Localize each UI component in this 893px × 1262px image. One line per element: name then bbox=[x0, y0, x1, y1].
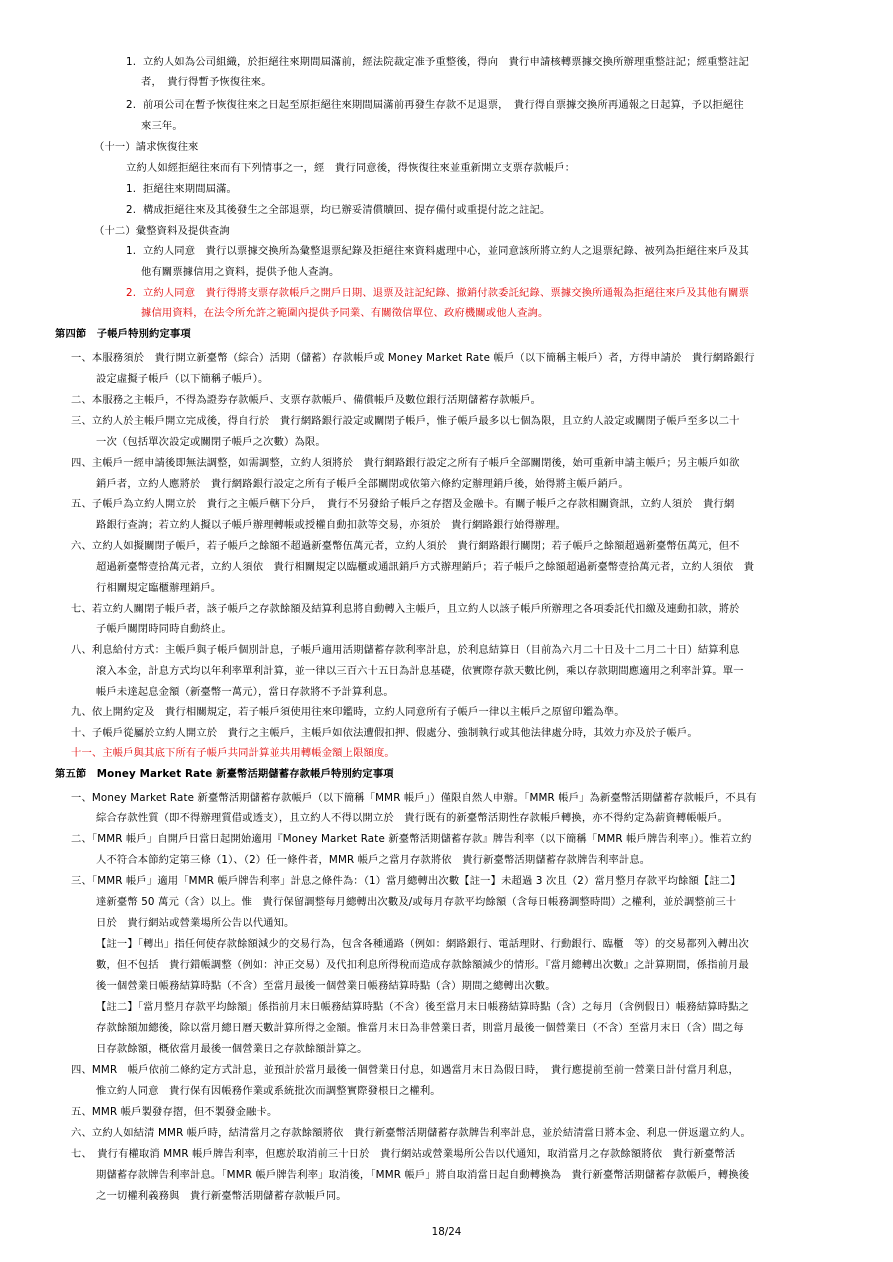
note-line: 【註一】「轉出」指任何使存款餘額減少的交易行為，包含各種通路（例如：網路銀行、電話理財、行動銀行、臨櫃 等）的交易都列入轉出次 bbox=[96, 938, 749, 950]
clause-line: 達新臺幣 50 萬元（含）以上。惟 貴行保留調整每月總轉出次數及/或每月存款平均餘額（含每日帳務調整時間）之權利，並於調整前三十 bbox=[96, 896, 737, 908]
clause-line: 帳戶未達起息金額（新臺幣一萬元），當日存款將不予計算利息。 bbox=[96, 686, 394, 698]
clause-line: 超過新臺幣壹拾萬元者，立約人須依 貴行相關規定以臨櫃或通訊銷戶方式辦理銷戶；若子帳戶之餘額超過新臺幣壹拾萬元者，立約人須依 貴 bbox=[96, 561, 755, 573]
clause-line: 三、「MMR 帳戶」適用「MMR 帳戶牌告利率」計息之條件為：（1）當月總轉出次數【註一】未超過 3 次且（2）當月整月存款平均餘額【註二】 bbox=[71, 875, 741, 887]
clause-line: 1. 立約人同意 貴行以票據交換所為彙整退票紀錄及拒絕往來資料處理中心，並同意該所將立約人之退票紀錄、被列為拒絕往來戶及其 bbox=[126, 245, 749, 257]
section-title: 第四節 子帳戶特別約定事項 bbox=[55, 328, 191, 340]
clause-line: 二、「MMR 帳戶」自開戶日當日起開始適用『Money Market Rate 新臺幣活期儲蓄存款』牌告利率（以下簡稱「MMR 帳戶牌告利率」）。惟若立約 bbox=[71, 833, 752, 845]
clause-line: 1. 拒絕往來期間屆滿。 bbox=[126, 183, 237, 195]
clause-line: 四、主帳戶一經申請後即無法調整，如需調整，立約人須將於 貴行網路銀行設定之所有子帳戶全部關閉後，始可重新申請主帳戶；另主帳戶如欲 bbox=[71, 457, 740, 469]
clause-line: 行相關規定臨櫃辦理銷戶。 bbox=[96, 582, 222, 594]
clause-line: 期儲蓄存款牌告利率計息。「MMR 帳戶牌告利率」取消後，「MMR 帳戶」將自取消當日起自動轉換為 貴行新臺幣活期儲蓄存款帳戶，轉換後 bbox=[96, 1169, 750, 1181]
clause-line: 惟立約人同意 貴行保有因帳務作業或系統批次而調整實際發根日之權利。 bbox=[96, 1085, 441, 1097]
page-number: 18/24 bbox=[431, 1226, 462, 1238]
clause-line: 一、Money Market Rate 新臺幣活期儲蓄存款帳戶（以下簡稱「MMR 帳戶」）僅限自然人申辦。「MMR 帳戶」為新臺幣活期儲蓄存款帳戶，不具有 bbox=[71, 792, 757, 804]
clause-line: 一、本服務須於 貴行開立新臺幣（綜合）活期（儲蓄）存款帳戶或 Money Market Rate 帳戶（以下簡稱主帳戶）者，方得申請於 貴行網路銀行 bbox=[71, 352, 755, 364]
clause-line: 路銀行查詢；若立約人擬以子帳戶辦理轉帳或授權自動扣款等交易，亦須於 貴行網路銀行始得辦理。 bbox=[96, 519, 567, 531]
clause-line: 六、立約人如擬關閉子帳戶，若子帳戶之餘額不超過新臺幣伍萬元者，立約人須於 貴行網路銀行關閉；若子帳戶之餘額超過新臺幣伍萬元，但不 bbox=[71, 540, 740, 552]
clause-line: 銷戶者，立約人應將於 貴行網路銀行設定之所有子帳戶全部關閉或依第六條約定辦理銷戶後，始得將主帳戶銷戶。 bbox=[96, 478, 629, 490]
clause-line: 二、本服務之主帳戶，不得為證券存款帳戶、支票存款帳戶、備償帳戶及數位銀行活期儲蓄存款帳戶。 bbox=[71, 394, 542, 406]
clause-line: 十、子帳戶從屬於立約人開立於 貴行之主帳戶，主帳戶如依法遭假扣押、假處分、強制執行或其他法律處分時，其效力亦及於子帳戶。 bbox=[71, 727, 698, 739]
clause-line-highlighted: 十一、主帳戶與其底下所有子帳戶共同計算並共用轉帳金額上限額度。 bbox=[71, 747, 395, 759]
clause-line: 日於 貴行網站或營業場所公告以代通知。 bbox=[96, 917, 295, 929]
clause-line: 一次（包括單次設定或關閉子帳戶之次數）為限。 bbox=[96, 436, 326, 448]
clause-line: 六、立約人如結清 MMR 帳戶時，結清當月之存款餘額將依 貴行新臺幣活期儲蓄存款牌告利率計息，並於結清當日將本金、利息一併返還立約人。 bbox=[71, 1127, 751, 1139]
clause-line: 設定虛擬子帳戶（以下簡稱子帳戶）。 bbox=[96, 373, 269, 385]
clause-line: 2. 前項公司在暫予恢復往來之日起至原拒絕往來期間屆滿前再發生存款不足退票， 貴行得自票據交換所再通報之日起算，予以拒絕往 bbox=[126, 99, 744, 111]
clause-line: 子帳戶關閉時同時自動終止。 bbox=[96, 623, 232, 635]
clause-line-highlighted: 據信用資料，在法令所允許之範圍內提供予同業、有關徵信單位、政府機關或他人查詢。 bbox=[141, 307, 549, 319]
clause-line: 七、 貴行有權取消 MMR 帳戶牌告利率，但應於取消前三十日於 貴行網站或營業場所公告以代通知，取消當月之存款餘額將依 貴行新臺幣活 bbox=[71, 1148, 736, 1160]
clause-line: 1. 立約人如為公司組織，於拒絕往來期間屆滿前，經法院裁定准予重整後，得向 貴行申請核轉票據交換所辦理重整註記；經重整註記 bbox=[126, 56, 749, 68]
clause-line: 七、若立約人關閉子帳戶者，該子帳戶之存款餘額及結算利息將自動轉入主帳戶，且立約人以該子帳戶所辦理之各項委託代扣繳及連動扣款，將於 bbox=[71, 603, 740, 615]
clause-line: 九、依上開約定及 貴行相關規定，若子帳戶須使用往來印鑑時，立約人同意所有子帳戶一律以主帳戶之原留印鑑為準。 bbox=[71, 706, 625, 718]
clause-line: 2. 構成拒絕往來及其後發生之全部退票，均已辦妥清償贖回、提存備付或重提付訖之註記。 bbox=[126, 204, 551, 216]
clause-line: 來三年。 bbox=[141, 120, 183, 132]
clause-line: 綜合存款性質（即不得辦理質借或透支），且立約人不得以開立於 貴行既有的新臺幣活期性存款帳戶轉換，亦不得約定為薪資轉帳帳戶。 bbox=[96, 812, 729, 824]
note-line: 數，但不包括 貴行錯帳調整（例如：沖正交易）及代扣利息所得稅而造成存款餘額減少的情形。『當月總轉出次數』之計算期間，係指前月最 bbox=[96, 959, 749, 971]
clause-line: 者， 貴行得暫予恢復往來。 bbox=[141, 76, 272, 88]
clause-line: 立約人如經拒絕往來而有下列情事之一，經 貴行同意後，得恢復往來並重新開立支票存款帳戶： bbox=[126, 162, 576, 174]
clause-line: 四、MMR 帳戶依前二條約定方式計息，並預計於當月最後一個營業日付息，如遇當月末日為假日時， 貴行應提前至前一營業日計付當月利息， bbox=[71, 1064, 739, 1076]
clause-line: 五、MMR 帳戶製發存摺，但不製發金融卡。 bbox=[71, 1106, 278, 1118]
section-heading: （十一）請求恢復往來 bbox=[94, 141, 199, 153]
note-line: 後一個營業日帳務結算時點（不含）至當月最後一個營業日帳務結算時點（含）期間之總轉出次數。 bbox=[96, 980, 556, 992]
clause-line: 滾入本金，計息方式均以年利率單利計算，並一律以三百六十五日為計息基礎，依實際存款天數比例，乘以存款期間應適用之利率計算。單一 bbox=[96, 665, 744, 677]
clause-line: 八、利息給付方式：主帳戶與子帳戶個別計息，子帳戶適用活期儲蓄存款利率計息，於利息結算日（目前為六月二十日及十二月二十日）結算利息 bbox=[71, 644, 740, 656]
note-line: 日存款餘額，概依當月最後一個營業日之存款餘額計算之。 bbox=[96, 1043, 368, 1055]
clause-line: 之一切權利義務與 貴行新臺幣活期儲蓄存款帳戶同。 bbox=[96, 1190, 347, 1202]
clause-line: 人不符合本節約定第三條（1）、（2）任一條件者，MMR 帳戶之當月存款將依 貴行新臺幣活期儲蓄存款牌告利率計息。 bbox=[96, 854, 651, 866]
note-line: 【註二】「當月整月存款平均餘額」係指前月末日帳務結算時點（不含）後至當月末日帳務結算時點（含）之每月（含例假日）帳務結算時點之 bbox=[96, 1001, 749, 1013]
clause-line-highlighted: 2. 立約人同意 貴行得將支票存款帳戶之開戶日期、退票及註記紀錄、撤銷付款委託紀錄、票據交換所通報為拒絕往來戶及其他有關票 bbox=[126, 287, 749, 299]
section-title: 第五節 Money Market Rate 新臺幣活期儲蓄存款帳戶特別約定事項 bbox=[55, 768, 394, 780]
clause-line: 三、立約人於主帳戶開立完成後，得自行於 貴行網路銀行設定或關閉子帳戶，惟子帳戶最多以七個為限，且立約人設定或關閉子帳戶至多以二十 bbox=[71, 415, 740, 427]
clause-line: 他有關票據信用之資料，提供予他人查詢。 bbox=[141, 266, 340, 278]
clause-line: 五、子帳戶為立約人開立於 貴行之主帳戶轄下分戶， 貴行不另發給子帳戶之存摺及金融卡。有關子帳戶之存款相關資訊，立約人須於 貴行網 bbox=[71, 498, 735, 510]
note-line: 存款餘額加總後，除以當月總日曆天數計算所得之金額。惟當月末日為非營業日者，則當月最後一個營業日（不含）至當月末日（含）間之每 bbox=[96, 1022, 744, 1034]
section-heading: （十二）彙整資料及提供查詢 bbox=[94, 225, 230, 237]
